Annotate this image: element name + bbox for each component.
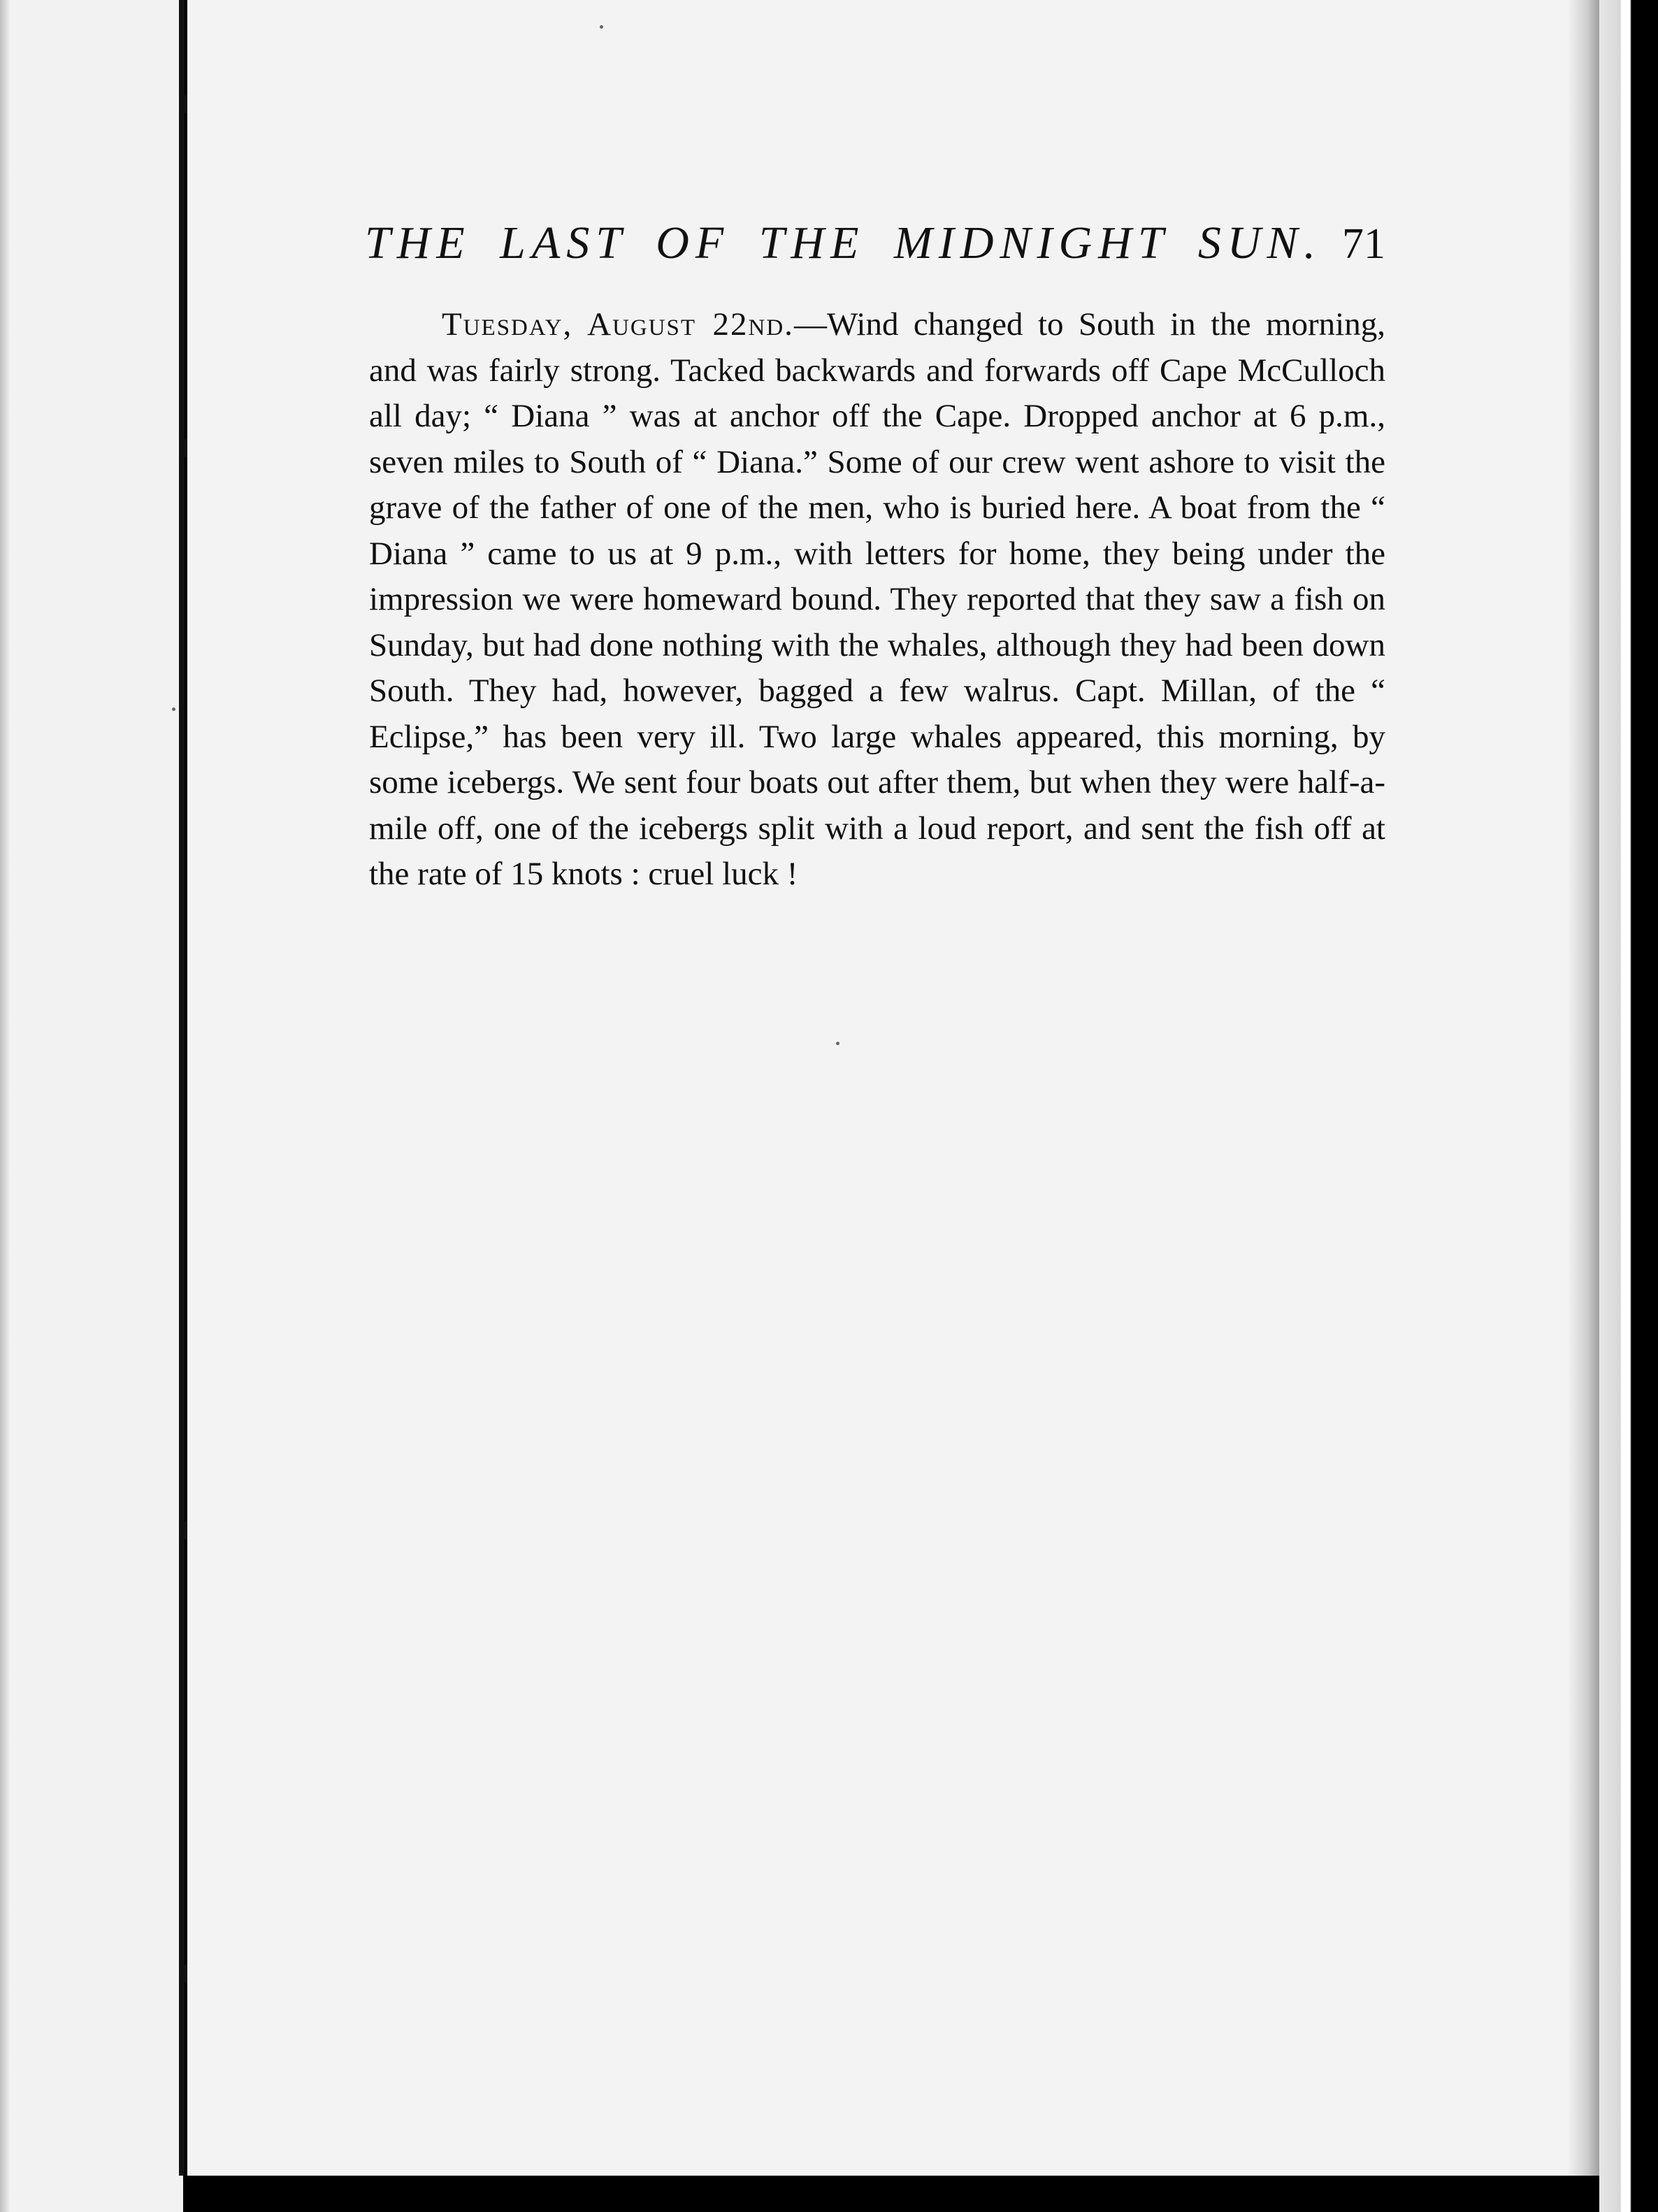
paper-fleck [172,708,175,711]
page-edge-shadow [1569,0,1599,2176]
diary-entry [369,302,1385,898]
book-gutter [179,0,185,2176]
entry-date: Tuesday, August 22nd. [442,306,794,343]
entry-text: —Wind changed to South in the morning, and was fairly strong. Tacked backwards and forwards off Cape McCulloch all day; “ Diana ” was at anchor off the Cape. Dropped anchor at 6 p.m., seven miles to South of “ Diana.” Some of our crew went ashore to visit the grave of the father of one of the men, who is buried here. A boat from the “ Diana ” came to us at 9 p.m., with letters for home, they being under the impression we were homeward bound. They reported that they saw a fish on Sunday, but had done nothing with the whales, although they had been down South. They had, however, bagged a few walrus. Capt. Millan, of the “ Eclipse,” has been very ill. Two large whales appeared, this morning, by some icebergs. We sent four boats out after them, but when they were half-a-mile off, one of the icebergs split with a loud report, and sent the fish off at the rate of 15 knots : cruel luck ! [369,306,1385,892]
facing-page-shadow [0,0,10,2212]
running-head [365,217,1385,273]
page-right-edge [1599,0,1658,2212]
page-number: 71 [1342,220,1385,268]
running-title: THE LAST OF THE MIDNIGHT SUN. [365,217,1322,268]
paper-fleck [600,25,603,29]
paper-fleck [836,1042,839,1045]
facing-page-edge [0,0,183,2212]
